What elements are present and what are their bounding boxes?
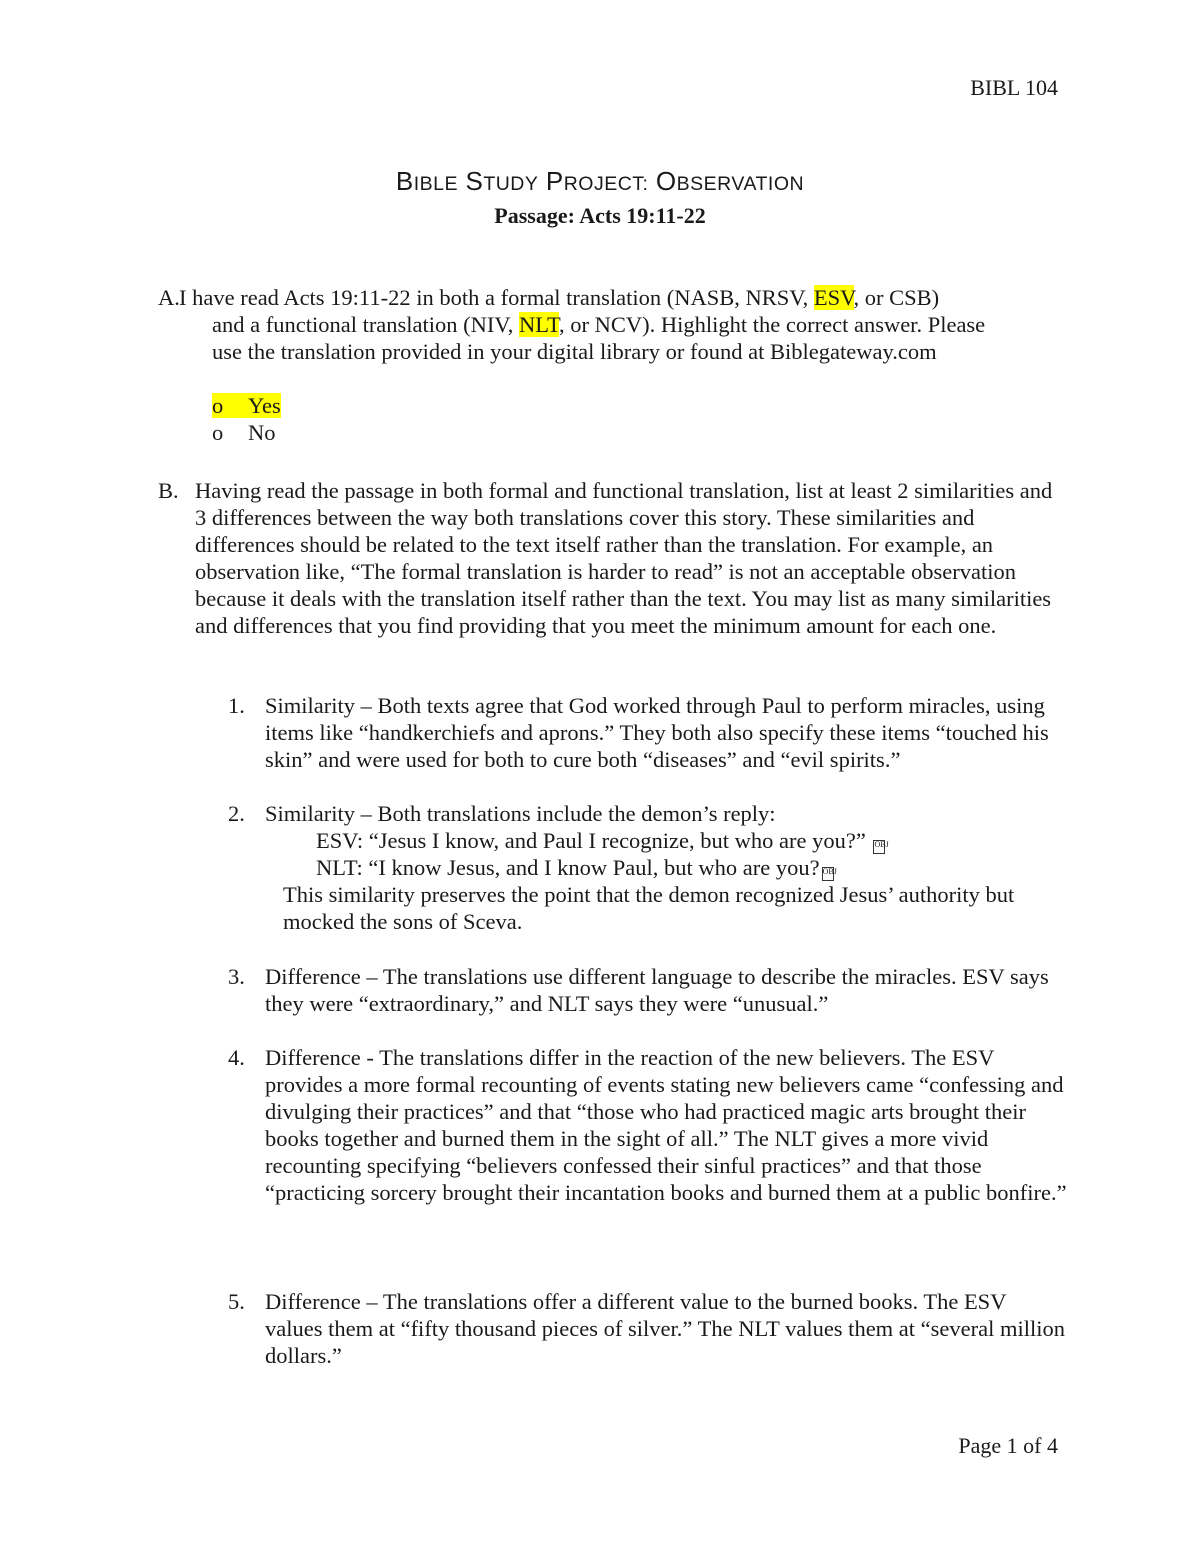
section-b <box>158 477 1063 639</box>
section-a <box>158 284 1058 365</box>
option-yes[interactable] <box>212 392 281 419</box>
list-item <box>228 800 1068 935</box>
passage-subtitle: Passage: Acts 19:11-22 <box>494 203 706 228</box>
list-text: Difference – The translations offer a different value to the burned books. The ESV values them at “fifty thousand pieces of silver.” The NLT values them at “several million dollars.” <box>265 1289 1065 1368</box>
list-text: Similarity – Both translations include the demon’s reply: <box>265 801 776 826</box>
section-letter: B. <box>158 478 179 503</box>
list-number: 4. <box>228 1045 245 1070</box>
option-label: No <box>248 420 276 445</box>
page-number: Page 1 of 4 <box>958 1433 1058 1458</box>
list-number: 2. <box>228 801 245 826</box>
title-cap: P <box>545 166 564 196</box>
section-b-text: Having read the passage in both formal and functional translation, list at least 2 similarities and 3 differences between the way both translations cover this story. These similarities and differences should be related to the text itself rather than the translation. For example, an observation like, “The formal translation is harder to read” is not an acceptable observation because it deals with the translation itself rather than the text. You may list as many similarities and differences that you find providing that you meet the minimum amount for each one. <box>195 478 1053 638</box>
highlight-nlt: NLT <box>519 312 560 337</box>
list-item <box>228 1288 1068 1369</box>
title-cap: S <box>465 166 484 196</box>
bullet-icon: o <box>212 420 224 445</box>
list-number: 3. <box>228 964 245 989</box>
list-number: 5. <box>228 1289 245 1314</box>
section-letter: A. <box>158 285 180 310</box>
title-rest: TUDY <box>483 173 539 195</box>
title-cap: B <box>395 166 414 196</box>
bullet-icon: o <box>212 393 224 418</box>
esv-quote: ESV: “Jesus I know, and Paul I recognize, but who are you?” OBJ <box>316 828 889 853</box>
option-no[interactable] <box>212 419 281 446</box>
list-text: This similarity preserves the point that the demon recognized Jesus’ authority but mocked the sons of Sceva. <box>283 882 1015 934</box>
option-label: Yes <box>248 393 281 418</box>
section-a-line1: I have read Acts 19:11-22 in both a formal translation (NASB, NRSV, ESV, or CSB) <box>179 285 940 310</box>
object-placeholder-icon: OBJ <box>822 867 834 881</box>
list-text: Difference - The translations differ in the reaction of the new believers. The ESV provides a more formal recounting of events stating new believers came “confessing and divulging their practices” and that “those who had practiced magic arts brought their books together and burned them in the sight of all.” The NLT gives a more vivid recounting specifying “believers confessed their sinful practices” and that those “practicing sorcery brought their incantation books and burned them at a public bonfire.” <box>265 1045 1067 1205</box>
title-cap: O <box>655 166 677 196</box>
answer-options <box>212 392 281 446</box>
page-title <box>0 168 1200 198</box>
title-rest: BSERVATION <box>676 173 805 195</box>
list-item <box>228 1044 1068 1206</box>
list-item <box>228 692 1068 773</box>
list-text: Similarity – Both texts agree that God worked through Paul to perform miracles, using items like “handkerchiefs and aprons.” They both also specify these items “touched his skin” and were used for both to cure both “diseases” and “evil spirits.” <box>265 693 1049 772</box>
course-code: BIBL 104 <box>970 75 1058 100</box>
section-a-line2: and a functional translation (NIV, NLT, or NCV). Highlight the correct answer. Please <box>212 312 986 337</box>
title-rest: IBLE <box>413 173 459 195</box>
nlt-quote: NLT: “I know Jesus, and I know Paul, but who are you? OBJ <box>316 855 837 880</box>
list-item <box>228 963 1068 1017</box>
highlight-esv: ESV <box>813 285 854 310</box>
title-rest: ROJECT: <box>563 173 649 195</box>
section-a-line3: use the translation provided in your digital library or found at Biblegateway.com <box>212 339 937 364</box>
list-text: Difference – The translations use different language to describe the miracles. ESV says they were “extraordinary,” and NLT says they were “unusual.” <box>265 964 1049 1016</box>
object-placeholder-icon: OBJ <box>873 840 885 854</box>
list-number: 1. <box>228 693 245 718</box>
